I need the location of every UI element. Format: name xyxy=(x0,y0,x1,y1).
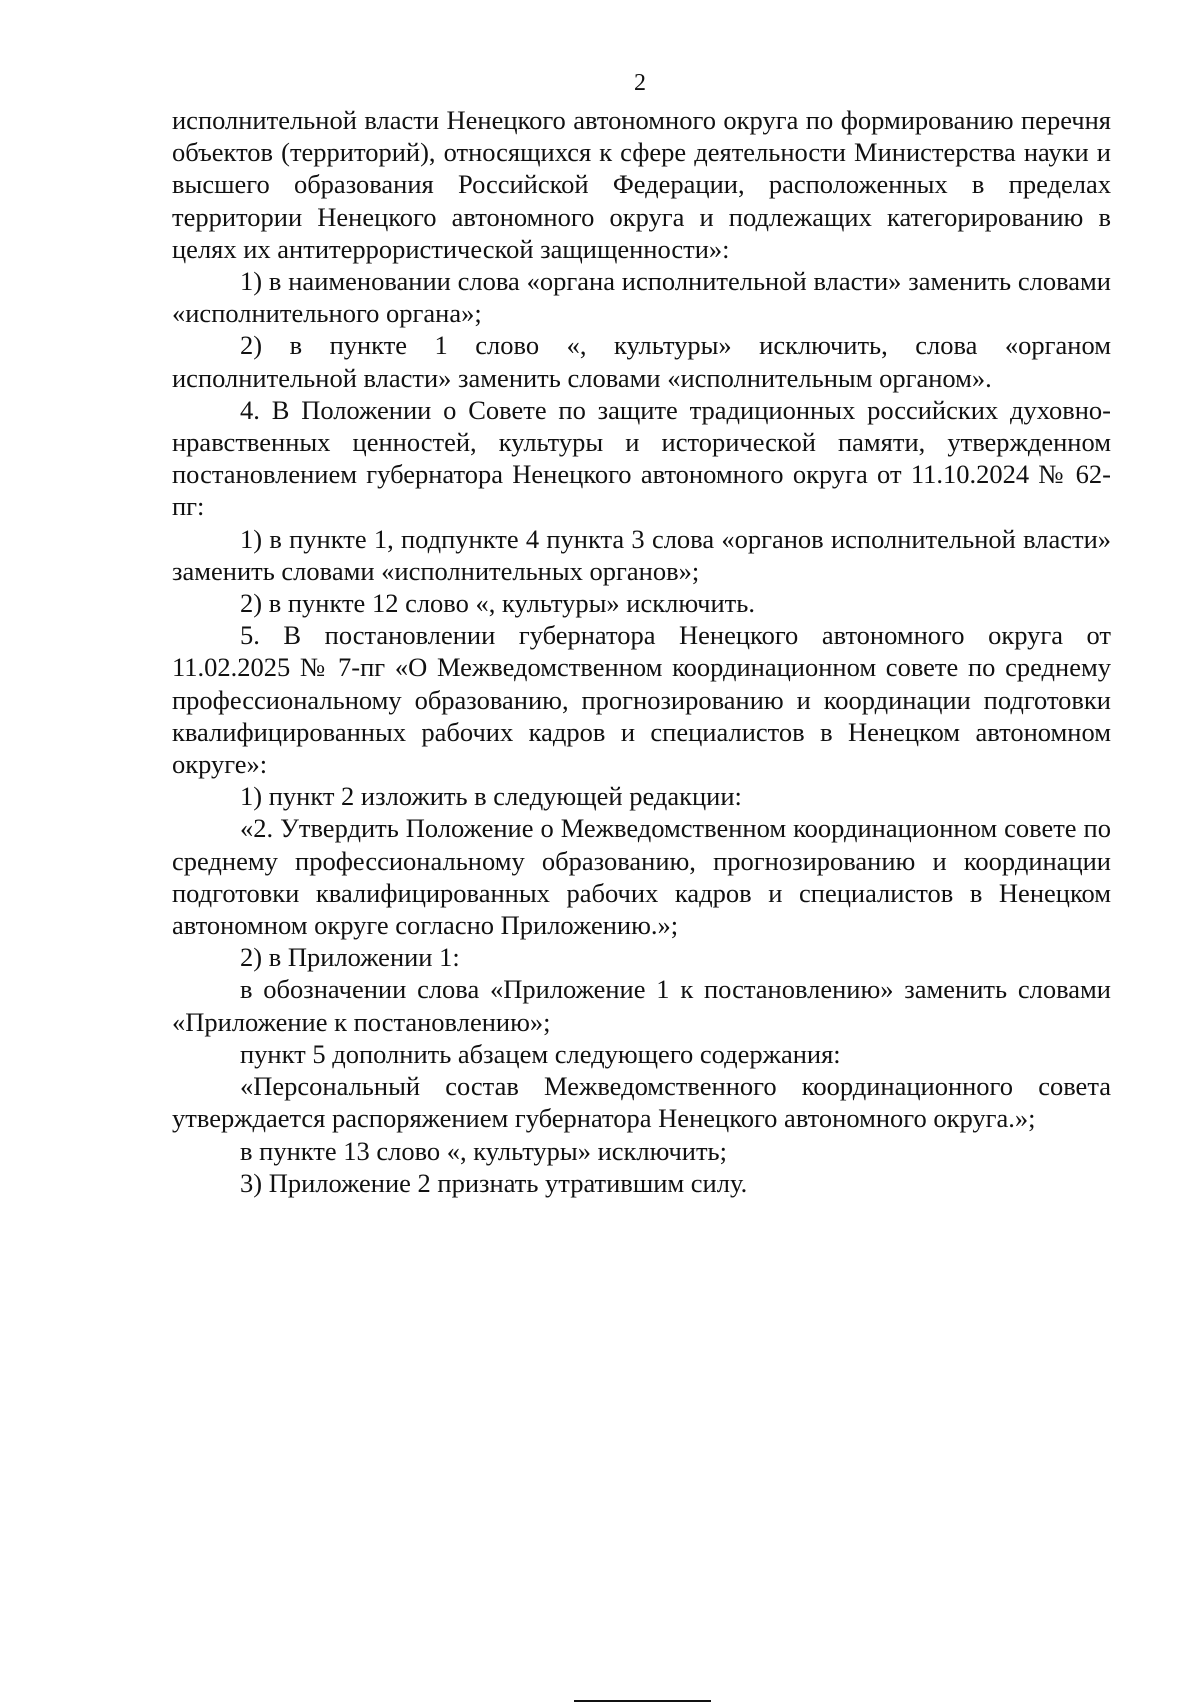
paragraph: 1) в наименовании слова «органа исполнительной власти» заменить словами «исполнительного органа»; xyxy=(172,266,1111,329)
paragraph: «2. Утвердить Положение о Межведомственном координационном совете по среднему профессиональному образованию, прогнозированию и координации подготовки квалифицированных рабочих кадров и специалистов в Ненецком автономном округе согласно Приложению.»; xyxy=(172,813,1111,941)
paragraph: 3) Приложение 2 признать утратившим силу. xyxy=(240,1167,748,1198)
paragraph: пункт 5 дополнить абзацем следующего содержания: xyxy=(240,1038,841,1069)
document-body xyxy=(172,104,1111,1199)
paragraph: 5. В постановлении губернатора Ненецкого автономного округа от 11.02.2025 № 7-пг «О Межведомственном координационном совете по среднему профессиональному образованию, прогнозированию и координации подготовки квалифицированных рабочих кадров и специалистов в Ненецком автономном округе»: xyxy=(172,620,1111,780)
paragraph: 2) в пункте 12 слово «, культуры» исключить. xyxy=(240,588,755,619)
page-number: 2 xyxy=(634,70,646,96)
paragraph: 4. В Положении о Совете по защите традиционных российских духовно-нравственных ценностей, культуры и исторической памяти, утвержденном постановлением губернатора Ненецкого автономного округа от 11.10.2024 № 62-пг: xyxy=(172,394,1111,522)
paragraph: 2) в пункте 1 слово «, культуры» исключить, слова «органом исполнительной власти» заменить словами «исполнительным органом». xyxy=(172,330,1111,393)
paragraph: в обозначении слова «Приложение 1 к постановлению» заменить словами «Приложение к постановлению»; xyxy=(172,974,1111,1037)
paragraph: 1) в пункте 1, подпункте 4 пункта 3 слова «органов исполнительной власти» заменить словами «исполнительных органов»; xyxy=(172,523,1111,586)
paragraph: в пункте 13 слово «, культуры» исключить; xyxy=(240,1135,727,1166)
paragraph: 1) пункт 2 изложить в следующей редакции: xyxy=(240,781,742,812)
paragraph: исполнительной власти Ненецкого автономного округа по формированию перечня объектов (территорий), относящихся к сфере деятельности Министерства науки и высшего образования Российской Федерации, расположенных в пределах территории Ненецкого автономного округа и подлежащих категорированию в целях их антитеррористической защищенности»: xyxy=(172,105,1111,264)
paragraph: 2) в Приложении 1: xyxy=(240,942,460,973)
paragraph: «Персональный состав Межведомственного координационного совета утверждается распоряжением губернатора Ненецкого автономного округа.»; xyxy=(172,1071,1111,1134)
